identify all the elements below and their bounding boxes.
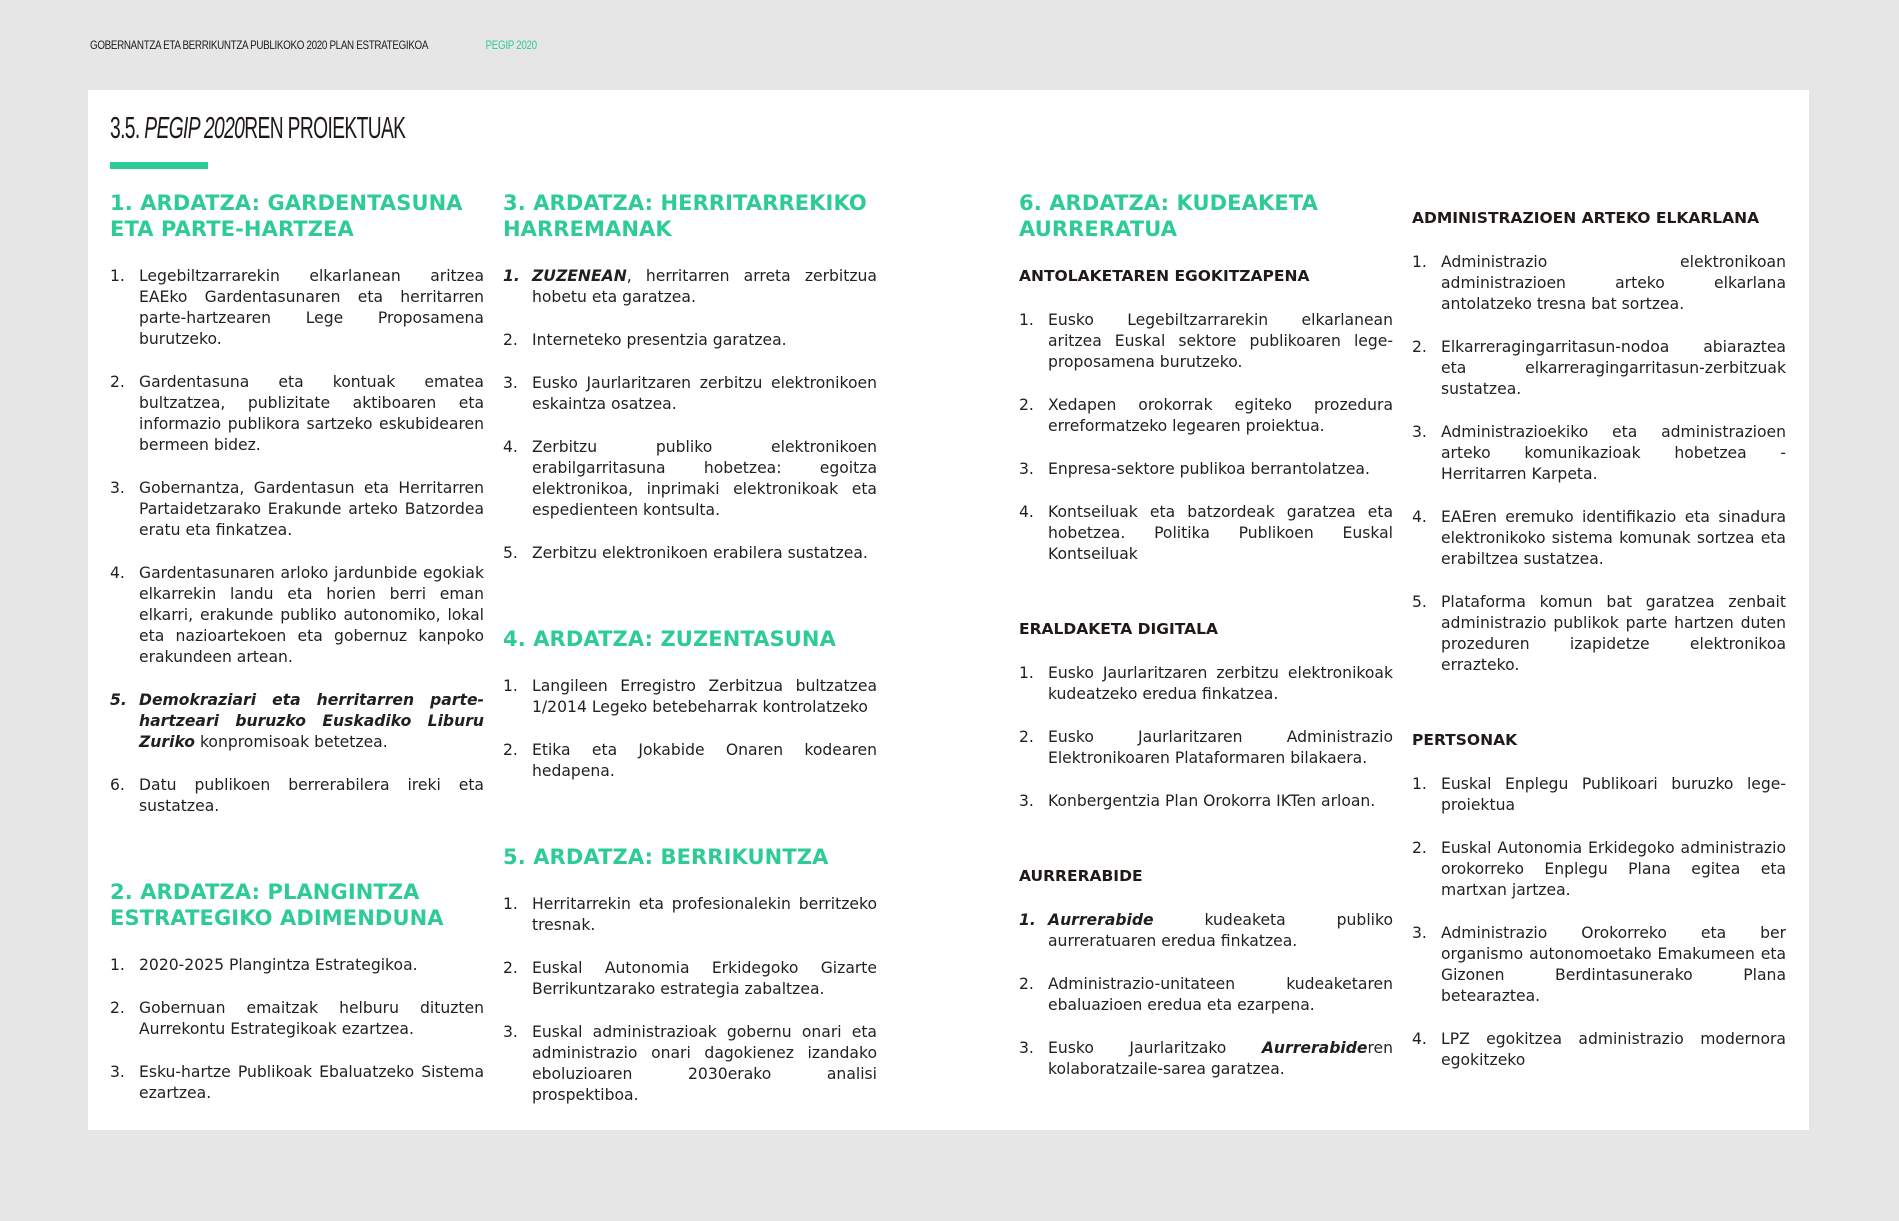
item-number: 1. (1412, 253, 1427, 271)
item-text: Datu publikoen berrerabilera ireki eta sustatzea. (139, 776, 484, 815)
item-text: Esku-hartze Publikoak Ebaluatzeko Sistema ezartzea. (139, 1063, 484, 1102)
spacer (110, 839, 484, 879)
item-number: 4. (1412, 508, 1427, 526)
list-item (1019, 1038, 1393, 1080)
list-item (110, 775, 484, 817)
list-item (110, 478, 484, 541)
item-number: 3. (110, 1063, 125, 1081)
item-number: 4. (1412, 1030, 1427, 1048)
item-number: 1. (1412, 775, 1427, 793)
item-text: Eusko Jaurlaritzaren zerbitzu elektronikoen eskaintza osatzea. (532, 374, 877, 413)
item-number: 6. (110, 776, 125, 794)
item-emphasis: Demokraziari eta herritarren parte-hartzeari buruzko Euskadiko Liburu Zuriko (139, 691, 484, 751)
list-item (503, 437, 877, 521)
axis-title: 2. ARDATZA: PLANGINTZA ESTRATEGIKO ADIMENDUNA (110, 880, 444, 930)
item-text: ren kolaboratzaile-sarea garatzea. (1048, 1039, 1393, 1078)
list-item (1412, 838, 1786, 901)
item-text: Elkarreragingarritasun-nodoa abiaraztea eta elkarreragingarritasun-zerbitzuak sustatzea. (1441, 338, 1786, 398)
list-item (110, 1062, 484, 1104)
item-number: 5. (110, 691, 127, 709)
item-text: Langileen Erregistro Zerbitzua bultzatzea 1/2014 Legeko betebeharrak kontrolatzeko (532, 677, 877, 716)
axis-6 (1019, 190, 1393, 1080)
item-number: 2. (503, 959, 518, 977)
axis-title: 5. ARDATZA: BERRIKUNTZA (503, 845, 829, 869)
list-item (1412, 422, 1786, 485)
axis-title: 4. ARDATZA: ZUZENTASUNA (503, 627, 836, 651)
section-heading: AURRERABIDE (1019, 867, 1143, 885)
axis-1-list (110, 266, 484, 817)
column-1 (110, 190, 484, 1126)
section-list (1412, 252, 1786, 676)
list-item (110, 266, 484, 350)
column-3 (1019, 190, 1393, 1102)
list-item (1412, 592, 1786, 676)
section-list (1019, 910, 1393, 1080)
item-text: EAEren eremuko identifikazio eta sinadura elektronikoko sistema komunak sortzea eta erabiltzea sustatzea. (1441, 508, 1786, 568)
item-number: 3. (1019, 460, 1034, 478)
column-2 (503, 190, 877, 1128)
list-item (503, 958, 877, 1000)
item-text: Gardentasuna eta kontuak ematea bultzatzea, publizitate aktiboaren eta informazio publikora sartzeko eskubidearen bermeen bidez. (139, 373, 484, 454)
list-item (503, 373, 877, 415)
document-title: GOBERNANTZA ETA BERRIKUNTZA PUBLIKOKO 2020 PLAN ESTRATEGIKOA (90, 38, 429, 52)
item-text: Administrazio Orokorreko eta ber organismo autonomoetako Emakumeen eta Gizonen Berdintasunerako Plana betearaztea. (1441, 924, 1786, 1005)
list-item (1412, 337, 1786, 400)
title-italic: PEGIP 2020 (144, 110, 245, 145)
list-item (1412, 507, 1786, 570)
item-text: Eusko Jaurlaritzaren zerbitzu elektronikoak kudeatzeko eredua finkatzea. (1048, 664, 1393, 703)
item-text: Zerbitzu publiko elektronikoen erabilgarritasuna hobetzea: egoitza elektronikoa, inprimaki elektronikoak eta espedienteen kontsulta. (532, 438, 877, 519)
item-number: 3. (1412, 423, 1427, 441)
item-number: 2. (1412, 338, 1427, 356)
list-item (110, 690, 484, 753)
item-text: Administrazio elektronikoan administrazioen arteko elkarlana antolatzeko tresna bat sortzea. (1441, 253, 1786, 313)
item-text: Herritarrekin eta profesionalekin berritzeko tresnak. (532, 895, 877, 934)
list-item (110, 955, 484, 976)
item-text: Plataforma komun bat garatzea zenbait administrazio publikok parte hartzen duten prozeduren izapidetze elektronikoa errazteko. (1441, 593, 1786, 674)
item-text: Zerbitzu elektronikoen erabilera sustatzea. (532, 544, 868, 562)
page-title (110, 110, 405, 146)
item-text: Eusko Jaurlaritzako (1048, 1039, 1262, 1057)
item-text: Etika eta Jokabide Onaren kodearen hedapena. (532, 741, 877, 780)
content-panel (88, 90, 1809, 1130)
item-number: 2. (1019, 975, 1034, 993)
item-number: 4. (503, 438, 518, 456)
section-heading: PERTSONAK (1412, 731, 1518, 749)
list-item (1019, 791, 1393, 812)
list-item (503, 330, 877, 351)
item-number: 1. (503, 267, 520, 285)
axis-3-list (503, 266, 877, 564)
item-text: LPZ egokitzea administrazio modernora egokitzeko (1441, 1030, 1786, 1069)
item-number: 2. (110, 373, 125, 391)
item-emphasis: Aurrerabide (1048, 911, 1154, 929)
axis-4-list (503, 676, 877, 782)
item-number: 1. (503, 895, 518, 913)
list-item (1019, 310, 1393, 373)
axis-3 (503, 190, 877, 564)
item-number: 1. (1019, 311, 1034, 329)
section-heading: ADMINISTRAZIOEN ARTEKO ELKARLANA (1412, 209, 1760, 227)
item-text: Eusko Legebiltzarrarekin elkarlanean aritzea Euskal sektore publikoaren lege-proposamena burutzeko. (1048, 311, 1393, 371)
item-emphasis: ZUZENEAN (532, 267, 627, 285)
document-tag: PEGIP 2020 (485, 38, 537, 52)
axis-1 (110, 190, 484, 817)
list-item (1019, 395, 1393, 437)
list-item (110, 372, 484, 456)
item-text: konpromisoak betetzea. (194, 733, 388, 751)
title-prefix: 3.5. (110, 110, 145, 145)
item-text: Xedapen orokorrak egiteko prozedura erreformatzeko legearen proiektua. (1048, 396, 1393, 435)
axis-title: 6. ARDATZA: KUDEAKETA AURRERATUA (1019, 191, 1318, 241)
item-number: 1. (110, 267, 125, 285)
item-text: Euskal Autonomia Erkidegoko Gizarte Berrikuntzarako estrategia zabaltzea. (532, 959, 877, 998)
axis-5-list (503, 894, 877, 1106)
item-number: 3. (110, 479, 125, 497)
list-item (503, 894, 877, 936)
column-4 (1412, 208, 1786, 1093)
item-text: 2020-2025 Plangintza Estrategikoa. (139, 956, 418, 974)
item-text: Euskal Autonomia Erkidegoko administrazio orokorreko Enplegu Plana egitea eta martxan jartzea. (1441, 839, 1786, 899)
item-text: Legebiltzarrarekin elkarlanean aritzea EAEko Gardentasunaren eta herritarren parte-hartzearen Lege Proposamena burutzeko. (139, 267, 484, 348)
spacer (1412, 698, 1786, 730)
section-heading: ANTOLAKETAREN EGOKITZAPENA (1019, 267, 1310, 285)
list-item (503, 676, 877, 718)
axis-2 (110, 879, 484, 1104)
item-number: 2. (1019, 396, 1034, 414)
item-text: Administrazio-unitateen kudeaketaren ebaluazioen eredua eta ezarpena. (1048, 975, 1393, 1014)
list-item (1019, 663, 1393, 705)
section-heading: ERALDAKETA DIGITALA (1019, 620, 1218, 638)
item-number: 1. (1019, 911, 1036, 929)
item-number: 3. (503, 374, 518, 392)
axis-2-list (110, 955, 484, 1104)
list-item (1412, 774, 1786, 816)
axis-title: 3. ARDATZA: HERRITARREKIKO HARREMANAK (503, 191, 867, 241)
list-item (503, 543, 877, 564)
axis-title: 1. ARDATZA: GARDENTASUNA ETA PARTE-HARTZEA (110, 191, 463, 241)
item-emphasis: Aurrerabide (1261, 1039, 1368, 1057)
section-list (1019, 663, 1393, 812)
title-accent-bar (110, 162, 208, 169)
list-item (110, 563, 484, 668)
running-header (90, 38, 537, 52)
item-number: 1. (110, 956, 125, 974)
list-item (1019, 502, 1393, 565)
list-item (1019, 727, 1393, 769)
item-text: Konbergentzia Plan Orokorra IKTen arloan. (1048, 792, 1376, 810)
item-text: Enpresa-sektore publikoa berrantolatzea. (1048, 460, 1370, 478)
item-text: Kontseiluak eta batzordeak garatzea eta hobetzea. Politika Publikoen Euskal Kontseiluak (1048, 503, 1393, 563)
list-item (503, 266, 877, 308)
list-item (1019, 974, 1393, 1016)
spacer (1019, 587, 1393, 619)
item-number: 2. (503, 331, 518, 349)
item-text: Eusko Jaurlaritzaren Administrazio Elektronikoaren Plataformaren bilakaera. (1048, 728, 1393, 767)
item-text: , herritarren arreta zerbitzua hobetu eta garatzea. (532, 267, 877, 306)
title-suffix: REN PROIEKTUAK (244, 110, 406, 145)
list-item (503, 1022, 877, 1106)
item-text: Interneteko presentzia garatzea. (532, 331, 787, 349)
item-number: 4. (1019, 503, 1034, 521)
item-number: 3. (503, 1023, 518, 1041)
item-number: 2. (110, 999, 125, 1017)
item-number: 3. (1412, 924, 1427, 942)
item-text: Administrazioekiko eta administrazioen arteko komunikazioak hobetzea - Herritarren Karpeta. (1441, 423, 1786, 483)
item-text: Euskal Enplegu Publikoari buruzko lege-proiektua (1441, 775, 1786, 814)
section-list (1412, 774, 1786, 1071)
item-number: 2. (1412, 839, 1427, 857)
list-item (1019, 910, 1393, 952)
item-number: 3. (1019, 1039, 1034, 1057)
spacer (503, 804, 877, 844)
item-text: Gardentasunaren arloko jardunbide egokiak elkarrekin landu eta horien berri eman elkarri, erakunde publiko autonomiko, lokal eta nazioartekoen eta gobernuz kanpoko erakundeen artean. (139, 564, 484, 666)
section-list (1019, 310, 1393, 565)
spacer (503, 586, 877, 626)
item-text: Gobernuan emaitzak helburu dituzten Aurrekontu Estrategikoak ezartzea. (139, 999, 484, 1038)
list-item (1412, 923, 1786, 1007)
item-number: 3. (1019, 792, 1034, 810)
list-item (503, 740, 877, 782)
item-number: 4. (110, 564, 125, 582)
list-item (110, 998, 484, 1040)
item-text: Euskal administrazioak gobernu onari eta administrazio onari dagokienez izandako eboluzioaren 2030erako analisi prospektiboa. (532, 1023, 877, 1104)
item-text: Gobernantza, Gardentasun eta Herritarren Partaidetzarako Erakunde arteko Batzordea eratu eta finkatzea. (139, 479, 484, 539)
item-number: 5. (503, 544, 518, 562)
item-number: 1. (1019, 664, 1034, 682)
item-text: kudeaketa publiko aurreratuaren eredua finkatzea. (1048, 911, 1393, 950)
axis-4 (503, 626, 877, 782)
axis-5 (503, 844, 877, 1106)
item-number: 2. (503, 741, 518, 759)
item-number: 1. (503, 677, 518, 695)
item-number: 5. (1412, 593, 1427, 611)
spacer (1019, 834, 1393, 866)
item-number: 2. (1019, 728, 1034, 746)
list-item (1019, 459, 1393, 480)
list-item (1412, 252, 1786, 315)
list-item (1412, 1029, 1786, 1071)
